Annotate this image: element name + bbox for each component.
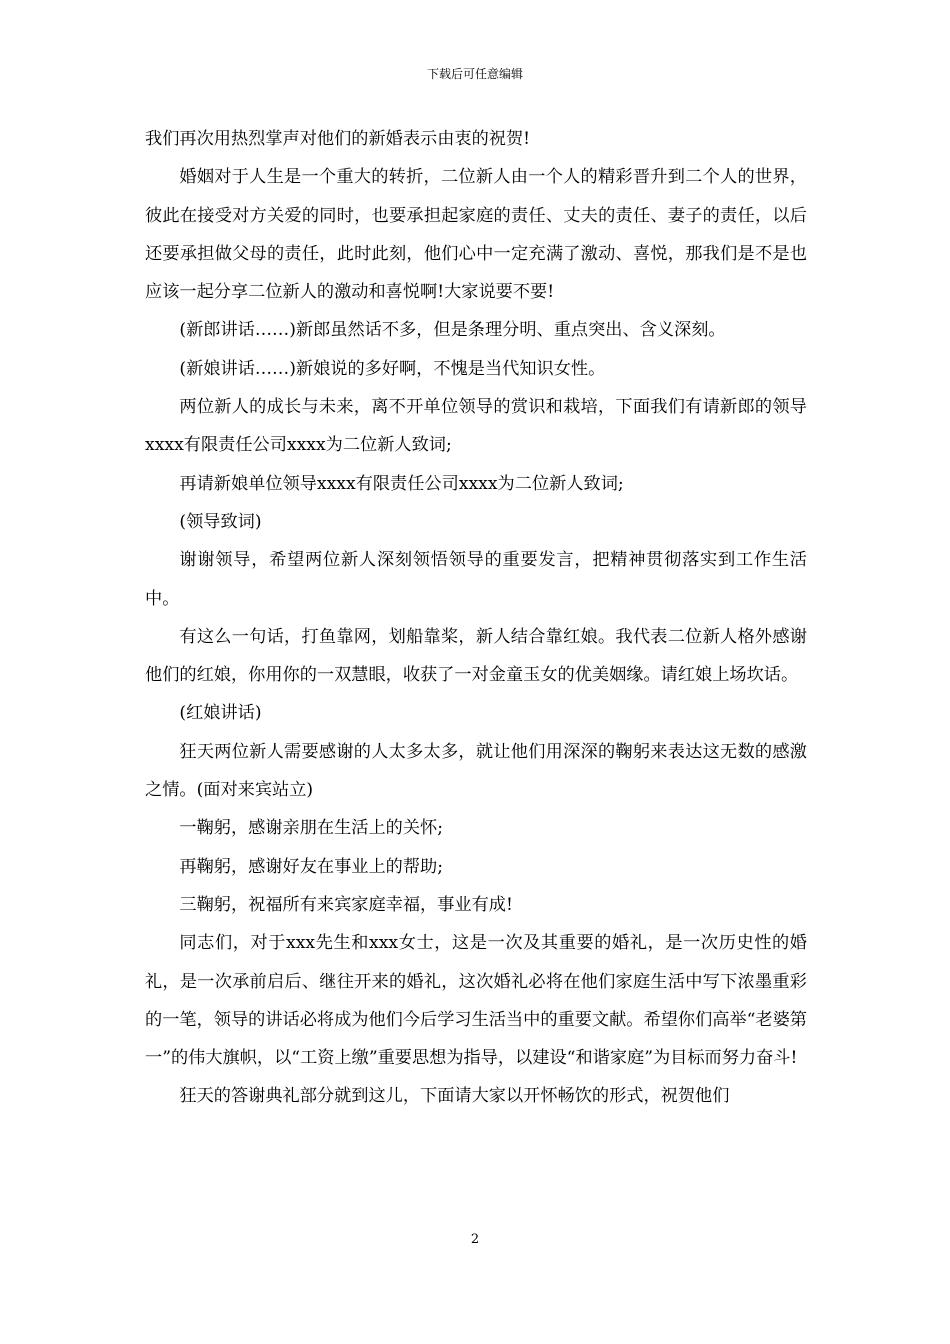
paragraph: 再请新娘单位领导xxxx有限责任公司xxxx为二位新人致词; [179, 473, 624, 494]
paragraph: 狂天两位新人需要感谢的人太多太多，就让他们用深深的鞠躬来表达这无数的感激之情。(面对来宾站立) [145, 741, 807, 801]
document-body [145, 120, 807, 1116]
paragraph: 谢谢领导，希望两位新人深刻领悟领导的重要发言，把精神贯彻落实到工作生活中。 [145, 550, 807, 609]
paragraph: 狂天的答谢典礼部分就到这儿，下面请大家以开怀畅饮的形式，祝贺他们 [179, 1086, 730, 1107]
page-number: 2 [470, 1232, 480, 1247]
paragraph: (红娘讲话) [179, 703, 262, 724]
paragraph: 婚姻对于人生是一个重大的转折，二位新人由一个人的精彩晋升到二个人的世界，彼此在接受对方关爱的同时，也要承担起家庭的责任、丈夫的责任、妻子的责任，以后还要承担做父母的责任，此时此刻，他们心中一定充满了激动、喜悦，那我们是不是也应该一起分享二位新人的激动和喜悦啊!大家说要不要! [145, 167, 807, 303]
paragraph: 再鞠躬，感谢好友在事业上的帮助; [179, 856, 443, 877]
paragraph: 我们再次用热烈掌声对他们的新婚表示由衷的祝贺! [145, 129, 531, 149]
paragraph: 两位新人的成长与未来，离不开单位领导的赏识和栽培，下面我们有请新郎的领导xxxx有限责任公司xxxx为二位新人致词; [145, 397, 807, 456]
paragraph: (领导致词) [179, 511, 262, 532]
paragraph: 同志们，对于xxx先生和xxx女士，这是一次及其重要的婚礼，是一次历史性的婚礼，是一次承前启后、继往开来的婚礼，这次婚礼必将在他们家庭生活中写下浓墨重彩的一笔，领导的讲话必将成为他们今后学习生活当中的重要文献。希望你们高举“老婆第一”的伟大旗帜，以“工资上缴”重要思想为指导，以建设“和谐家庭”为目标而努力奋斗! [145, 933, 807, 1069]
paragraph: 一鞠躬，感谢亲朋在生活上的关怀; [179, 818, 443, 839]
paragraph: 有这么一句话，打鱼靠网，划船靠桨，新人结合靠红娘。我代表二位新人格外感谢他们的红娘，你用你的一双慧眼，收获了一对金童玉女的优美姻缘。请红娘上场坎话。 [145, 626, 807, 686]
page-header: 下载后可任意编辑 [426, 67, 523, 81]
paragraph: (新郎讲话……)新郎虽然话不多，但是条理分明、重点突出、含义深刻。 [179, 320, 726, 341]
paragraph: 三鞠躬，祝福所有来宾家庭幸福，事业有成! [179, 894, 513, 915]
paragraph: (新娘讲话……)新娘说的多好啊，不愧是当代知识女性。 [179, 358, 606, 379]
